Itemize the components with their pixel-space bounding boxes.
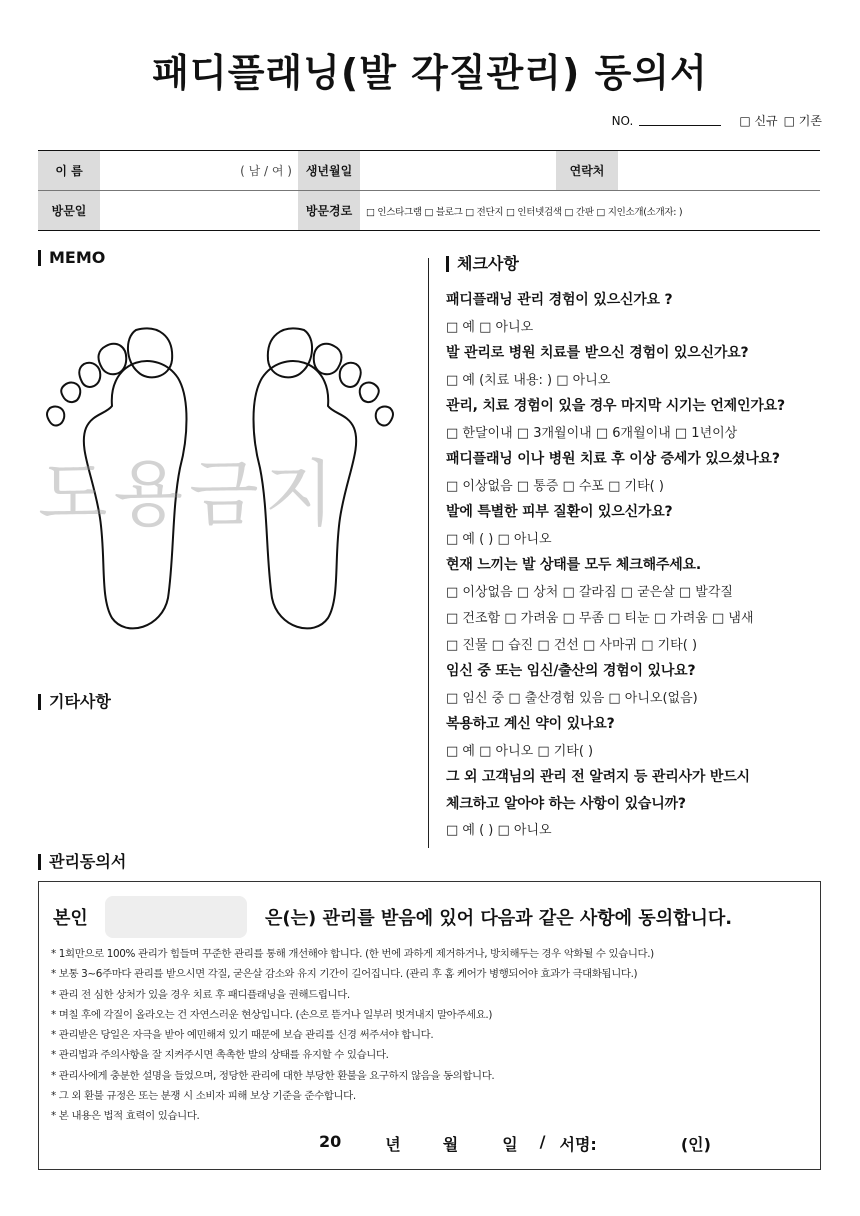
memo-heading: MEMO <box>38 250 105 266</box>
name-field[interactable] <box>100 151 298 191</box>
answer-options[interactable]: □ 건조함 □ 가려움 □ 무좀 □ 티눈 □ 가려움 □ 냄새 <box>446 611 754 626</box>
birth-label: 생년월일 <box>298 151 360 191</box>
consent-name-field[interactable] <box>105 896 247 938</box>
watermark: 도용금지 <box>38 452 341 536</box>
birth-field[interactable] <box>360 151 556 191</box>
contact-field[interactable] <box>618 151 820 191</box>
month-label[interactable]: 월 <box>442 1135 459 1154</box>
visit-route-label: 방문경로 <box>298 191 360 231</box>
seal-label[interactable]: (인) <box>680 1135 711 1154</box>
signature-label[interactable]: 서명: <box>559 1135 597 1154</box>
year-prefix: 20 <box>319 1132 342 1151</box>
other-heading: 기타사항 <box>38 694 111 710</box>
visit-date-label: 방문일 <box>38 191 100 231</box>
consent-lead-text: 은(는) 관리를 받음에 있어 다음과 같은 사항에 동의합니다. <box>265 908 733 929</box>
consent-term: * 보통 3~6주마다 관리를 받으시면 각질, 굳은살 감소와 유지 기간이 길어집니다. (관리 후 홈 케어가 병행되어야 효과가 극대화됩니다.) <box>51 968 638 981</box>
question-3: 관리, 치료 경험이 있을 경우 마지막 시기는 언제인가요? <box>446 398 785 414</box>
answer-options[interactable]: □ 진물 □ 습진 □ 건선 □ 사마귀 □ 기타( ) <box>446 637 698 653</box>
consent-term: * 1회만으로 100% 관리가 힘들며 꾸준한 관리를 통해 개선해야 합니다. (한 번에 과하게 제거하거나, 방치해두는 경우 악화될 수 있습니다.) <box>51 948 654 960</box>
answer-options[interactable]: □ 예 (치료 내용: ) □ 아니오 <box>446 372 611 388</box>
answer-options[interactable]: □ 예 □ 아니오 <box>446 319 534 335</box>
consent-heading: 관리동의서 <box>38 854 126 870</box>
question-1: 패디플래닝 관리 경험이 있으신가요 ? <box>446 292 673 308</box>
new-checkbox[interactable]: □ 신규 <box>739 114 778 128</box>
consent-term: * 관리법과 주의사항을 잘 지켜주시면 촉촉한 발의 상태를 유지할 수 있습니다. <box>51 1049 389 1062</box>
answer-options[interactable]: □ 한달이내 □ 3개월이내 □ 6개월이내 □ 1년이상 <box>446 425 738 441</box>
day-label[interactable]: 일 <box>502 1135 518 1154</box>
answer-options[interactable]: □ 이상없음 □ 통증 □ 수포 □ 기타( ) <box>446 478 664 494</box>
question-7: 임신 중 또는 임신/출산의 경험이 있나요? <box>446 663 696 679</box>
year-label[interactable]: 년 <box>385 1135 401 1154</box>
visit-route-options[interactable]: □ 인스타그램 □ 블로그 □ 전단지 □ 인터넷검색 □ 간판 □ 지인소개(소개자: ) <box>360 191 820 231</box>
page-title: 패디플래닝(발 각질관리) 동의서 <box>152 51 708 95</box>
answer-options[interactable]: □ 예 ( ) □ 아니오 <box>446 823 552 838</box>
consent-term: * 관리받은 당일은 자극을 받아 예민해져 있기 때문에 보습 관리를 신경 써주셔야 합니다. <box>51 1029 434 1042</box>
consent-terms-list <box>51 944 654 1127</box>
answer-options[interactable]: □ 예 ( ) □ 아니오 <box>446 531 552 547</box>
consent-term: * 관리 전 심한 상처가 있을 경우 치료 후 패디플래닝을 권해드립니다. <box>51 988 350 1001</box>
consent-lead-label: 본인 <box>53 908 88 929</box>
question-2: 발 관리로 병원 치료를 받으신 경험이 있으신가요? <box>446 345 749 361</box>
question-9: 그 외 고객님의 관리 전 알려지 등 관리사가 반드시 <box>446 769 750 785</box>
check-heading: 체크사항 <box>446 256 519 272</box>
existing-checkbox[interactable]: □ 기존 <box>783 114 822 128</box>
consent-term: * 며칠 후에 각질이 올라오는 건 자연스러운 현상입니다. (손으로 뜯거나 일부러 벗겨내지 말아주세요.) <box>51 1008 493 1021</box>
customer-info-table <box>38 150 820 231</box>
signature-line <box>319 1132 711 1155</box>
name-label: 이 름 <box>38 151 100 191</box>
consent-box <box>38 881 821 1170</box>
question-6: 현재 느끼는 발 상태를 모두 체크해주세요. <box>446 557 701 573</box>
contact-label: 연락처 <box>556 151 618 191</box>
record-type-row <box>612 112 822 129</box>
slash: / <box>539 1132 546 1151</box>
column-divider <box>428 258 429 848</box>
gender-choice[interactable]: ( 남 / 여 ) <box>240 164 292 178</box>
question-4: 패디플래닝 이나 병원 치료 후 이상 증세가 있으셨나요? <box>446 451 780 467</box>
question-10: 체크하고 알아야 하는 사항이 있습니까? <box>446 795 686 812</box>
answer-options[interactable]: □ 이상없음 □ 상처 □ 갈라짐 □ 굳은살 □ 발각질 <box>446 584 733 600</box>
answer-options[interactable]: □ 예 □ 아니오 □ 기타( ) <box>446 743 594 759</box>
no-field[interactable] <box>639 116 721 126</box>
consent-term: * 관리사에게 충분한 설명을 들었으며, 정당한 관리에 대한 부당한 환불을 요구하지 않음을 동의합니다. <box>51 1069 495 1082</box>
answer-options[interactable]: □ 임신 중 □ 출산경험 있음 □ 아니오(없음) <box>446 690 698 706</box>
visit-date-field[interactable] <box>100 191 298 231</box>
question-5: 발에 특별한 피부 질환이 있으신가요? <box>446 504 673 520</box>
consent-term: * 그 외 환불 규정은 또는 분쟁 시 소비자 피해 보상 기준을 준수합니다. <box>51 1090 356 1103</box>
question-8: 복용하고 계신 약이 있나요? <box>446 716 615 732</box>
consent-term: * 본 내용은 법적 효력이 있습니다. <box>51 1110 200 1123</box>
no-label: NO. <box>611 113 634 128</box>
